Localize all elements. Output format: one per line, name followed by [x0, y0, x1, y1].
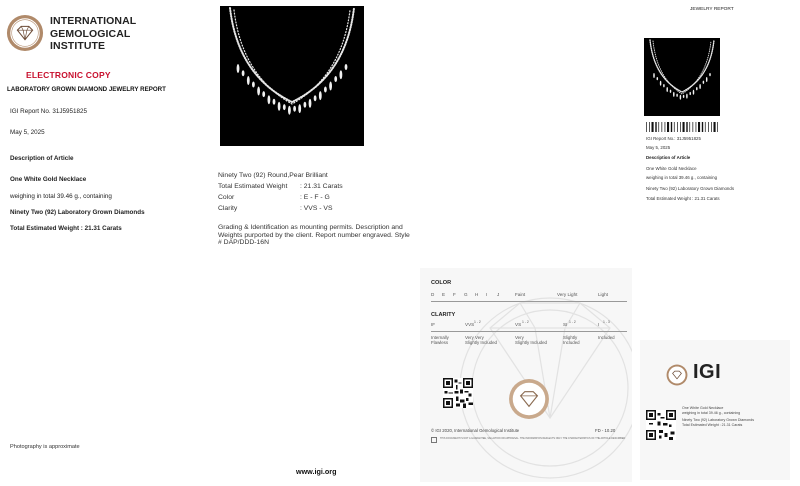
copyright-text: © IGI 2020, International Gemological Institute	[431, 428, 520, 433]
stub-line-1: One White Gold Necklace	[682, 406, 724, 410]
pendant-drop	[706, 77, 708, 82]
clarity-term: Internally Flawless	[431, 335, 449, 345]
clarity-grade: VS	[515, 322, 522, 327]
pendant-drop	[309, 99, 312, 108]
clarity-grade: VVS	[465, 322, 475, 327]
barcode-bar	[677, 122, 678, 132]
barcode-bar	[646, 122, 647, 132]
right-article-line-1: One White Gold Necklace	[646, 166, 697, 171]
pendant-drop	[686, 94, 688, 99]
barcode-bar	[711, 122, 712, 132]
hologram-mark-icon	[431, 437, 437, 443]
form-code: FD - 10.20	[595, 428, 616, 433]
pendant-drop	[298, 104, 301, 113]
qr-code-icon[interactable]	[646, 410, 676, 440]
barcode-bar	[717, 122, 718, 132]
pendant-drop	[345, 64, 348, 70]
pendant-drop	[666, 87, 668, 92]
pendant-drop	[703, 81, 705, 84]
clarity-scale-line	[431, 331, 627, 332]
barcode-bar	[655, 122, 656, 132]
clarity-grade: I	[598, 322, 600, 327]
color-grade: J	[497, 292, 500, 297]
pendant-drop	[257, 87, 260, 96]
photography-note: Photography is approximate	[10, 444, 80, 450]
clarity-scale-heading: CLARITY	[431, 312, 456, 318]
pendant-drop	[293, 106, 296, 112]
pendant-drop	[268, 95, 271, 104]
pendant-drop	[273, 99, 276, 105]
detail-value: : E - F - G	[300, 194, 330, 201]
barcode-bar	[698, 122, 700, 132]
igi-wordmark: IGI	[693, 361, 722, 383]
article-line-4: Total Estimated Weight : 21.31 Carats	[10, 225, 122, 232]
color-scale-line	[431, 301, 627, 302]
clarity-grade: IF	[431, 322, 436, 327]
pendant-drop	[324, 87, 327, 93]
stone-description: Ninety Two (92) Round,Pear Brilliant	[218, 172, 328, 179]
pendant-drop	[696, 87, 698, 90]
org-name: INTERNATIONAL GEMOLOGICAL INSTITUTE	[50, 15, 137, 52]
article-line-2: weighing in total 39.46 g., containing	[10, 193, 112, 200]
pendant-drop	[262, 91, 265, 97]
pendant-drop	[304, 102, 307, 108]
pendant-drop	[689, 92, 691, 95]
footer-website-link[interactable]: www.igi.org	[296, 467, 337, 476]
pendant-drop	[660, 81, 662, 86]
clarity-subgrade: 1 - 3	[603, 320, 610, 324]
barcode-bar	[665, 122, 666, 132]
barcode-bar	[658, 122, 659, 132]
article-line-3: Ninety Two (92) Laboratory Grown Diamonds	[10, 209, 145, 216]
pendant-drop	[680, 95, 682, 100]
article-line-1: One White Gold Necklace	[10, 176, 87, 183]
report-title: LABORATORY GROWN DIAMOND JEWELRY REPORT	[7, 86, 166, 93]
clarity-term: Very Very Slightly Included	[465, 335, 497, 345]
clarity-term: Slightly Included	[563, 335, 580, 345]
barcode-bar	[696, 122, 697, 132]
detail-value: : 21.31 Carats	[300, 183, 343, 190]
barcode-bar	[689, 122, 690, 132]
barcode-bar	[680, 122, 681, 132]
igi-seal-icon	[508, 378, 550, 420]
clarity-grade-row	[431, 322, 627, 329]
clarity-grade: SI	[563, 322, 568, 327]
pendant-drop	[319, 91, 322, 100]
electronic-copy-label: ELECTRONIC COPY	[26, 70, 111, 80]
pendant-drop	[278, 102, 281, 111]
color-grade: I	[486, 292, 488, 297]
igi-seal-logo	[6, 14, 44, 52]
pendant-drop	[673, 92, 675, 97]
barcode-bar	[674, 122, 675, 132]
color-grade: D	[431, 292, 435, 297]
pendant-drop	[670, 90, 672, 93]
color-grade: F	[453, 292, 456, 297]
article-heading: Description of Article	[10, 155, 74, 162]
color-scale-heading: COLOR	[431, 280, 452, 286]
clarity-subgrade: 1 - 2	[522, 320, 529, 324]
pendant-drop	[709, 73, 711, 76]
barcode-bar	[662, 122, 663, 132]
pendant-drop	[252, 82, 255, 88]
necklace-photo	[220, 6, 364, 146]
right-article-line-4: Total Estimated Weight : 21.31 Carats	[646, 196, 720, 201]
pendant-drop	[288, 106, 291, 115]
barcode-bar	[652, 122, 654, 132]
disclaimer-text: THIS DOCUMENT IS NOT A GUARANTEE, VALUATION OR APPRAISAL. THE INFORMATION REFLECTS ONLY THE CHARACTERISTICS OF THE ARTICLE DESCRIBED	[440, 437, 626, 440]
right-report-date: May 5, 2025	[646, 145, 671, 150]
pendant-drop	[663, 84, 665, 87]
clarity-subgrade: 1 - 2	[474, 320, 481, 324]
pendant-drop	[676, 94, 678, 97]
report-type-label: JEWELRY REPORT	[690, 7, 734, 12]
barcode-bar	[693, 122, 694, 132]
detail-value: : VVS - VS	[300, 205, 333, 212]
necklace-thumbnail	[644, 38, 720, 116]
barcode-bar	[702, 122, 703, 132]
barcode-bar	[683, 122, 685, 132]
report-date: May 5, 2025	[10, 129, 45, 136]
pendant-drop	[693, 90, 695, 95]
color-grade: H	[475, 292, 479, 297]
barcode-bar	[714, 122, 716, 132]
color-grade: E	[442, 292, 446, 297]
clarity-term: Very Slightly Included	[515, 335, 547, 345]
right-article-line-3: Ninety Two (92) Laboratory Grown Diamonds	[646, 186, 735, 191]
stub-line-3: Ninety Two (92) Laboratory Grown Diamonds	[682, 418, 755, 422]
detail-label: Clarity	[218, 205, 238, 212]
pendant-drop	[657, 77, 659, 80]
right-report-number: IGI Report No.: 31J5951825	[646, 136, 701, 141]
barcode-bar	[708, 122, 709, 132]
pendant-drop	[340, 70, 343, 79]
clarity-terms	[431, 335, 627, 349]
barcode-bar	[705, 122, 706, 132]
barcode-icon	[646, 122, 718, 132]
pendant-drop	[237, 64, 240, 73]
color-grade: G	[464, 292, 468, 297]
pendant-drop	[314, 95, 317, 101]
pendant-drop	[247, 76, 250, 85]
igi-logo-icon	[666, 364, 688, 386]
detail-label: Total Estimated Weight	[218, 183, 288, 190]
barcode-bar	[686, 122, 687, 132]
pendant-drop	[242, 70, 245, 76]
color-grade-row	[431, 292, 627, 299]
pendant-drop	[653, 73, 655, 78]
pendant-drop	[683, 95, 685, 98]
pendant-drop	[699, 84, 701, 89]
pendant-drop	[334, 76, 337, 82]
color-term: Very Light	[557, 292, 578, 297]
stub-line-2: weighing in total 39.46 g., containing	[682, 411, 741, 415]
barcode-bar	[649, 122, 650, 132]
report-number: IGI Report No. 31J5951825	[10, 108, 88, 115]
color-term: Light	[598, 292, 608, 297]
right-article-heading: Description of Article	[646, 155, 691, 160]
report-comments: Grading & Identification as mounting permits. Description and Weights purported by the client. Report number engraved. Style # DAP/DDD-16N	[218, 224, 410, 247]
clarity-term: Included	[598, 335, 615, 340]
barcode-bar	[667, 122, 669, 132]
barcode-bar	[671, 122, 672, 132]
pendant-drop	[283, 104, 286, 110]
qr-code-icon[interactable]	[443, 378, 473, 408]
detail-label: Color	[218, 194, 235, 201]
pendant-drop	[329, 82, 332, 91]
right-article-line-2: weighing in total 39.46 g., containing	[646, 175, 718, 180]
clarity-subgrade: 1 - 2	[569, 320, 576, 324]
stub-line-4: Total Estimated Weight : 21.31 Carats	[682, 423, 743, 427]
color-term: Faint	[515, 292, 526, 297]
